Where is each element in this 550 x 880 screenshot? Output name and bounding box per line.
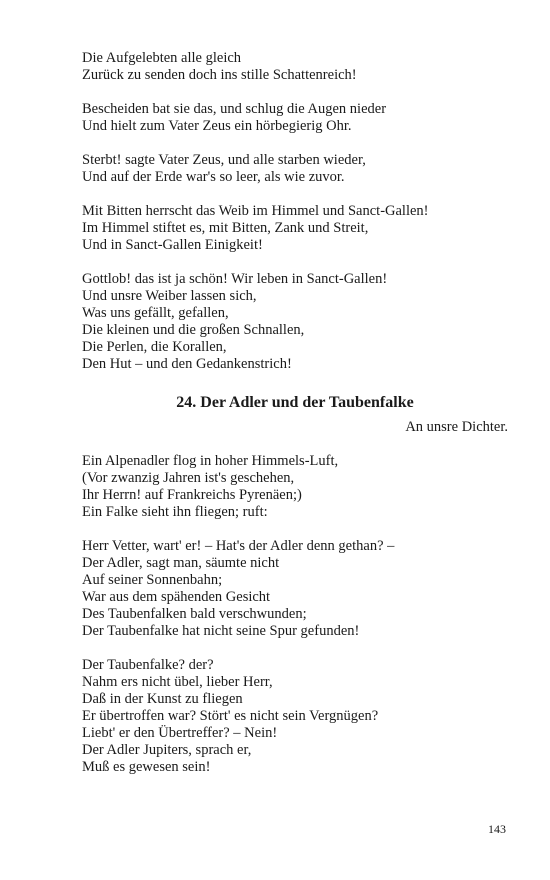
verse-line: Er übertroffen war? Stört' es nicht sein Vergnügen? <box>82 708 379 724</box>
verse-line: Ein Falke sieht ihn fliegen; ruft: <box>82 504 268 520</box>
stanza <box>82 101 508 135</box>
verse-line: Was uns gefällt, gefallen, <box>82 305 229 321</box>
verse-line: Ihr Herrn! auf Frankreichs Pyrenäen;) <box>82 487 302 503</box>
verse-line: Der Taubenfalke hat nicht seine Spur gefunden! <box>82 623 360 639</box>
verse-line: (Vor zwanzig Jahren ist's geschehen, <box>82 470 295 486</box>
verse-line: Ein Alpenadler flog in hoher Himmels-Luft, <box>82 453 339 469</box>
verse-line: Die kleinen und die großen Schnallen, <box>82 322 305 338</box>
stanza <box>82 657 508 776</box>
verse-line: Herr Vetter, wart' er! – Hat's der Adler denn gethan? – <box>82 538 395 554</box>
verse-line: Und in Sanct-Gallen Einigkeit! <box>82 237 263 253</box>
verse-line: Gottlob! das ist ja schön! Wir leben in Sanct-Gallen! <box>82 271 388 287</box>
verse-line: Und unsre Weiber lassen sich, <box>82 288 257 304</box>
stanza <box>82 50 508 84</box>
verse-line: Die Aufgelebten alle gleich <box>82 50 242 66</box>
verse-line: Der Taubenfalke? der? <box>82 657 214 673</box>
verse-line: Mit Bitten herrscht das Weib im Himmel und Sanct-Gallen! <box>82 203 429 219</box>
verse-line: Muß es gewesen sein! <box>82 759 211 775</box>
verse-line: Die Perlen, die Korallen, <box>82 339 227 355</box>
poem-continuation <box>82 50 508 373</box>
verse-line: Zurück zu senden doch ins stille Schattenreich! <box>82 67 357 83</box>
verse-line: Bescheiden bat sie das, und schlug die Augen nieder <box>82 101 387 117</box>
stanza <box>82 152 508 186</box>
verse-line: Nahm ers nicht übel, lieber Herr, <box>82 674 273 690</box>
verse-line: Sterbt! sagte Vater Zeus, und alle starben wieder, <box>82 152 366 168</box>
poem-body <box>82 453 508 776</box>
verse-line: Den Hut – und den Gedankenstrich! <box>82 356 292 372</box>
verse-line: Auf seiner Sonnenbahn; <box>82 572 223 588</box>
stanza <box>82 453 508 521</box>
stanza <box>82 538 508 640</box>
verse-line: Der Adler, sagt man, säumte nicht <box>82 555 280 571</box>
stanza <box>82 271 508 373</box>
verse-line: Der Adler Jupiters, sprach er, <box>82 742 252 758</box>
verse-line: Liebt' er den Übertreffer? – Nein! <box>82 725 278 741</box>
poem-heading: 24. Der Adler und der Taubenfalke <box>176 394 414 411</box>
verse-line: Und hielt zum Vater Zeus ein hörbegierig Ohr. <box>82 118 352 134</box>
verse-line: Des Taubenfalken bald verschwunden; <box>82 606 307 622</box>
verse-line: Im Himmel stiftet es, mit Bitten, Zank und Streit, <box>82 220 369 236</box>
verse-line: Und auf der Erde war's so leer, als wie zuvor. <box>82 169 345 185</box>
verse-line: War aus dem spähenden Gesicht <box>82 589 271 605</box>
page-number: 143 <box>488 822 506 836</box>
stanza <box>82 203 508 254</box>
poem-dedication: An unsre Dichter. <box>405 419 508 435</box>
verse-line: Daß in der Kunst zu fliegen <box>82 691 243 707</box>
page-body <box>82 50 508 793</box>
